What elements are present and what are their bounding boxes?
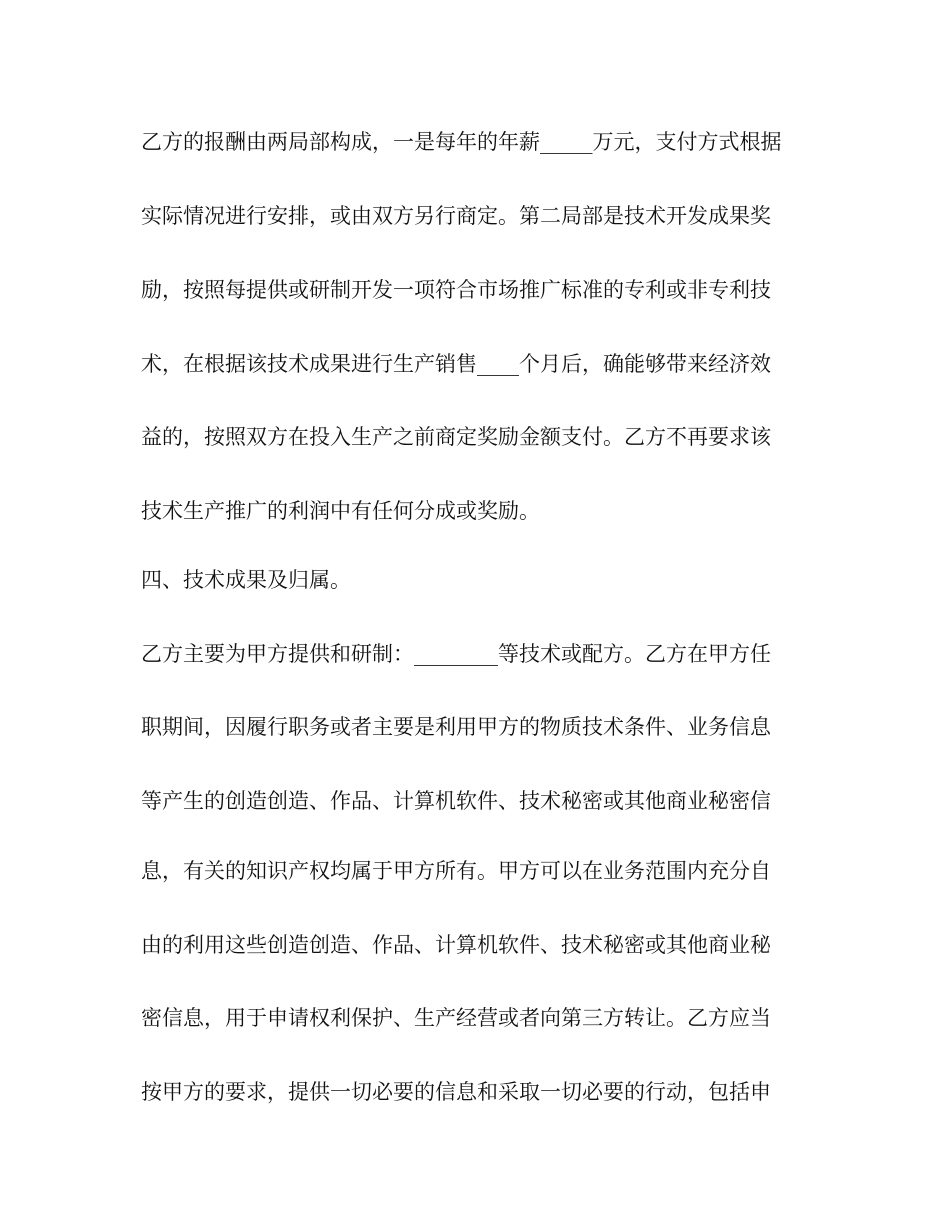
- paragraph-line: 乙方主要为甲方提供和研制：________等技术或配方。乙方在甲方任: [141, 642, 771, 666]
- paragraph-line: 乙方的报酬由两局部构成，一是每年的年薪_____万元，支付方式根据: [141, 130, 782, 154]
- paragraph-line: 息，有关的知识产权均属于甲方所有。甲方可以在业务范围内充分自: [141, 859, 771, 883]
- section-heading: 四、技术成果及归属。: [141, 568, 351, 592]
- paragraph-line: 益的，按照双方在投入生产之前商定奖励金额支付。乙方不再要求该: [141, 425, 771, 449]
- paragraph-line: 由的利用这些创造创造、作品、计算机软件、技术秘密或其他商业秘: [141, 933, 771, 957]
- paragraph-line: 等产生的创造创造、作品、计算机软件、技术秘密或其他商业秘密信: [141, 789, 771, 813]
- paragraph-line: 按甲方的要求，提供一切必要的信息和采取一切必要的行动，包括申: [141, 1080, 771, 1104]
- paragraph-line: 技术生产推广的利润中有任何分成或奖励。: [141, 499, 540, 523]
- paragraph-line: 实际情况进行安排，或由双方另行商定。第二局部是技术开发成果奖: [141, 204, 771, 228]
- paragraph-line: 术，在根据该技术成果进行生产销售____个月后，确能够带来经济效: [141, 352, 771, 376]
- paragraph-line: 职期间，因履行职务或者主要是利用甲方的物质技术条件、业务信息: [141, 715, 771, 739]
- paragraph-line: 励，按照每提供或研制开发一项符合市场推广标准的专利或非专利技: [141, 278, 771, 302]
- paragraph-line: 密信息，用于申请权利保护、生产经营或者向第三方转让。乙方应当: [141, 1006, 771, 1030]
